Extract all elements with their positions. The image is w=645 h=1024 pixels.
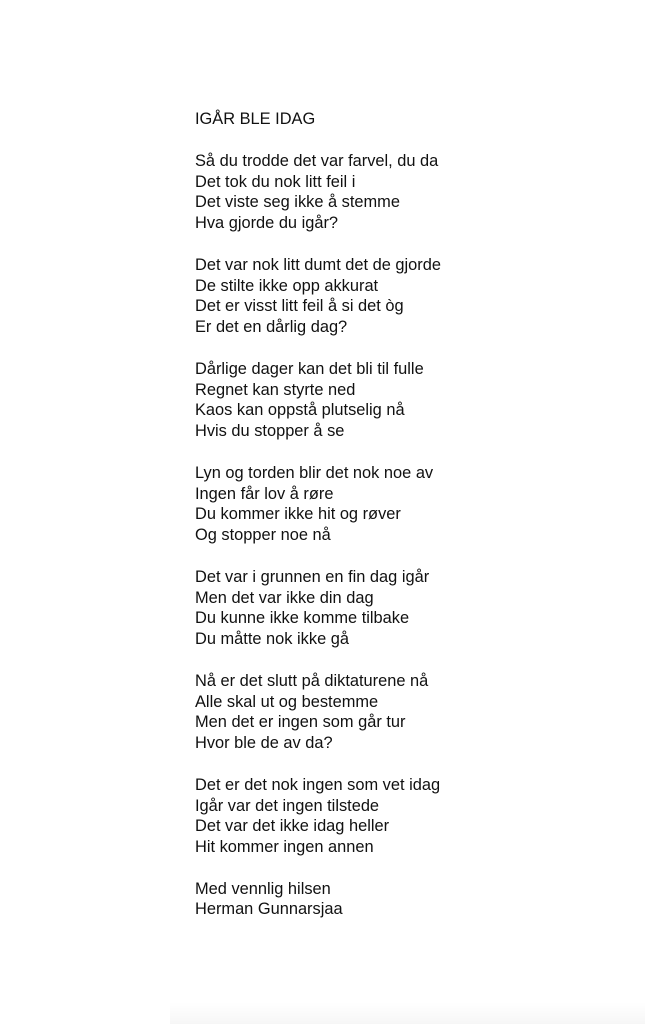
page-bottom-shadow	[170, 1002, 645, 1024]
poem-line: De stilte ikke opp akkurat	[195, 276, 379, 295]
poem-line: Hva gjorde du igår?	[195, 214, 339, 233]
poem-line: Det er det nok ingen som vet idag	[195, 775, 441, 794]
poem-line: Så du trodde det var farvel, du da	[195, 151, 439, 170]
poem-line: Hvis du stopper å se	[195, 422, 345, 441]
poem-line: Du kommer ikke hit og røver	[195, 505, 401, 524]
stanza-2	[195, 255, 625, 338]
poem-line: Du måtte nok ikke gå	[195, 630, 349, 649]
stanza-6	[195, 671, 625, 754]
poem-line: Men det var ikke din dag	[195, 588, 374, 607]
poem-line: Er det en dårlig dag?	[195, 318, 348, 337]
signature-author: Herman Gunnarsjaa	[195, 900, 343, 919]
poem-line: Hvor ble de av da?	[195, 734, 333, 753]
poem-line: Det var i grunnen en fin dag igår	[195, 567, 430, 586]
poem-line: Kaos kan oppstå plutselig nå	[195, 401, 405, 420]
stanza-1	[195, 151, 625, 234]
stanza-7	[195, 775, 625, 858]
poem-line: Det er visst litt feil å si det òg	[195, 297, 404, 316]
signature-closing: Med vennlig hilsen	[195, 879, 331, 898]
poem-line: Lyn og torden blir det nok noe av	[195, 463, 434, 482]
poem-line: Og stopper noe nå	[195, 526, 331, 545]
poem-line: Det viste seg ikke å stemme	[195, 193, 400, 212]
poem-line: Alle skal ut og bestemme	[195, 692, 379, 711]
poem-line: Men det er ingen som går tur	[195, 713, 406, 732]
poem-line: Hit kommer ingen annen	[195, 838, 374, 857]
poem-line: Nå er det slutt på diktaturene nå	[195, 671, 429, 690]
poem	[195, 109, 625, 920]
poem-line: Dårlige dager kan det bli til fulle	[195, 359, 424, 378]
poem-line: Det tok du nok litt feil i	[195, 172, 356, 191]
stanza-4	[195, 463, 625, 546]
poem-line: Du kunne ikke komme tilbake	[195, 609, 410, 628]
stanza-3	[195, 359, 625, 442]
poem-line: Igår var det ingen tilstede	[195, 796, 380, 815]
poem-line: Ingen får lov å røre	[195, 484, 334, 503]
stanza-5	[195, 567, 625, 650]
poem-line: Det var det ikke idag heller	[195, 817, 390, 836]
signature	[195, 879, 625, 921]
poem-title: IGÅR BLE IDAG	[195, 110, 316, 128]
poem-line: Regnet kan styrte ned	[195, 380, 356, 399]
poem-line: Det var nok litt dumt det de gjorde	[195, 255, 441, 274]
